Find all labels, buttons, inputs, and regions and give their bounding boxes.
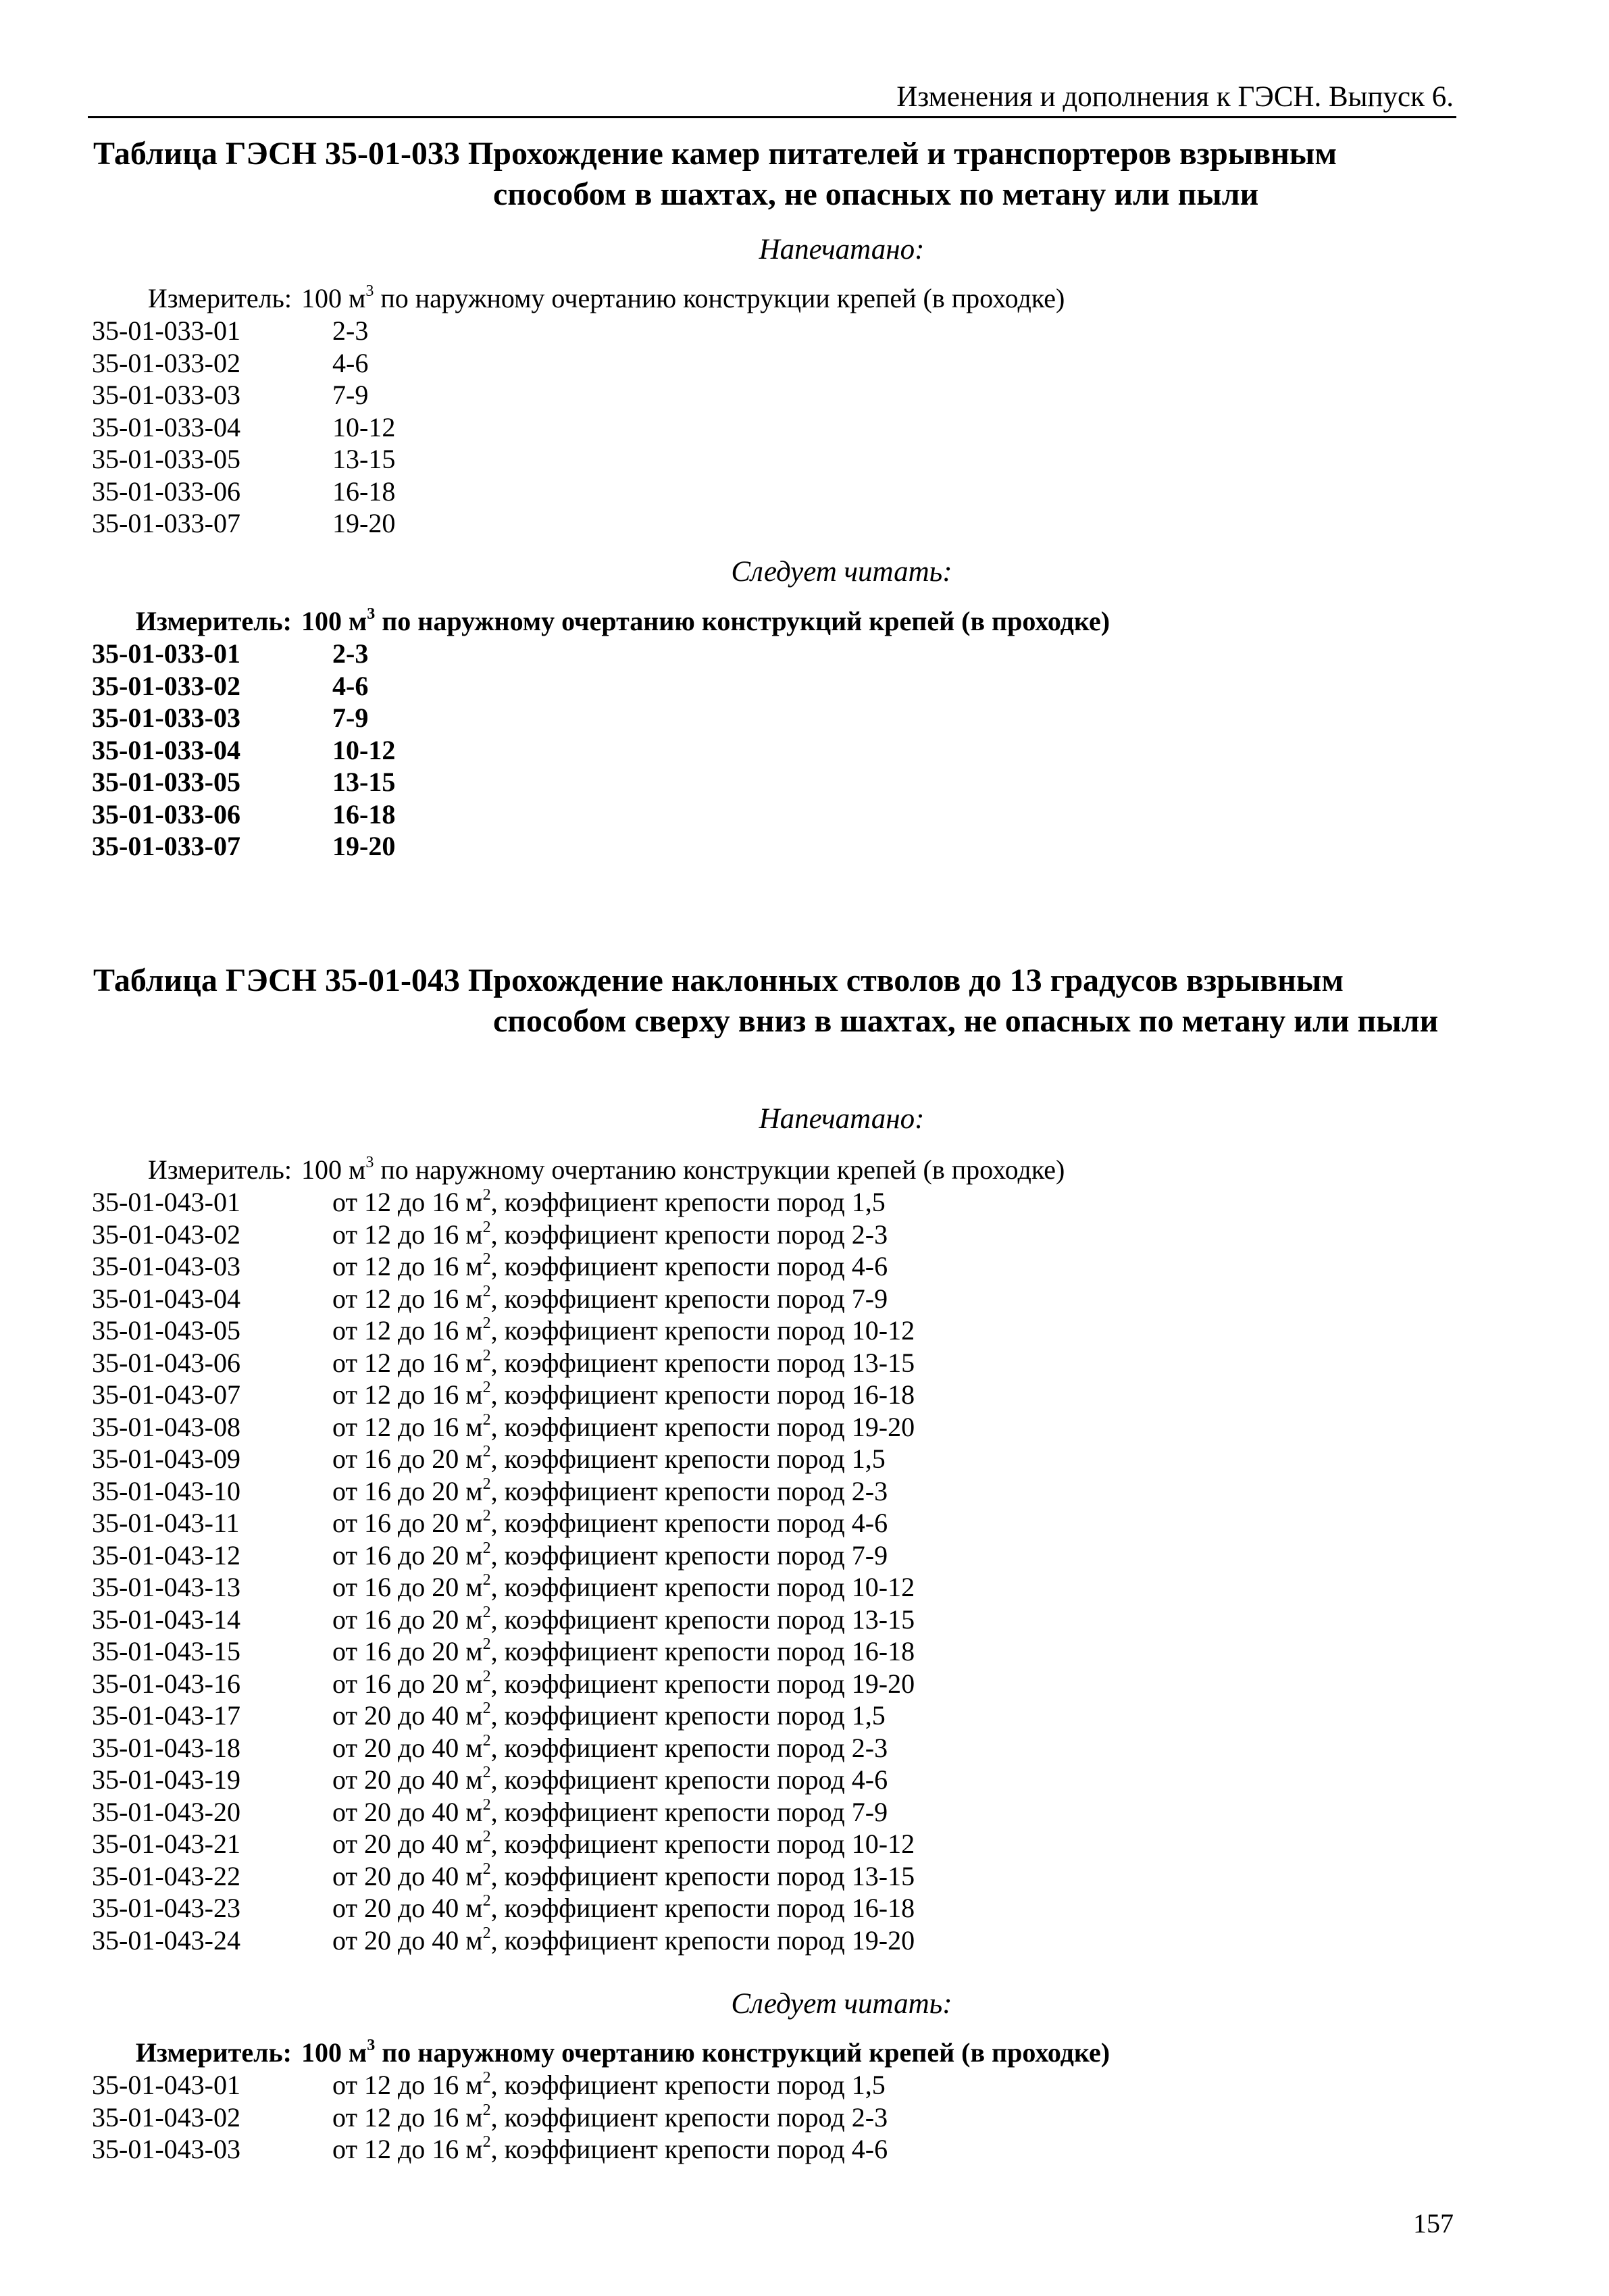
- table-033-title-line1: Таблица ГЭСН 35-01-033 Прохождение камер питателей и транспортеров взрывным: [93, 136, 1337, 172]
- row-description: от 16 до 20 $м^2$, коэффициент крепости пород 2-3: [332, 1475, 888, 1506]
- table-043-title-line2: способом сверху вниз в шахтах, не опасных по метану или пыли: [493, 1003, 1439, 1039]
- row-description: от 12 до 16 $м^2$, коэффициент крепости пород 1,5: [332, 1186, 886, 1217]
- row-code: 35-01-033-04: [92, 411, 240, 442]
- code-row: [92, 347, 1375, 380]
- row-description: от 20 до 40 $м^2$, коэффициент крепости пород 7-9: [332, 1795, 888, 1827]
- row-description: 16-18: [332, 476, 396, 507]
- code-row: [92, 2101, 1375, 2134]
- page-number: 157: [1413, 2208, 1454, 2239]
- row-code: 35-01-033-04: [92, 734, 240, 765]
- row-description: 13-15: [332, 767, 396, 797]
- table-033-printed-rows: [92, 315, 1375, 540]
- row-code: 35-01-043-19: [92, 1764, 240, 1795]
- code-row: [92, 1571, 1375, 1604]
- row-code: 35-01-033-01: [92, 638, 240, 669]
- row-code: 35-01-033-05: [92, 444, 240, 474]
- row-code: 35-01-033-02: [92, 670, 240, 701]
- meter-label: Измеритель:: [135, 2037, 292, 2068]
- code-row: [92, 1443, 1375, 1475]
- row-code: 35-01-043-05: [92, 1315, 240, 1346]
- header-rule: [88, 116, 1456, 118]
- row-code: 35-01-033-02: [92, 347, 240, 378]
- code-row: [92, 1700, 1375, 1732]
- meter-text: 100 $м^3$ по наружному очертанию конструкций крепей (в проходке): [301, 605, 1110, 636]
- table-033-title-line2: способом в шахтах, не опасных по метану или пыли: [493, 176, 1259, 212]
- code-row: [92, 2069, 1375, 2101]
- code-row: [92, 1379, 1375, 1411]
- row-description: от 12 до 16 $м^2$, коэффициент крепости пород 19-20: [332, 1410, 915, 1442]
- code-row: [92, 1796, 1375, 1829]
- code-row: [92, 1507, 1375, 1539]
- row-code: 35-01-033-06: [92, 476, 240, 507]
- table-043-read-label: Следует читать:: [731, 1988, 952, 2020]
- row-description: от 20 до 40 $м^2$, коэффициент крепости пород 4-6: [332, 1764, 888, 1795]
- code-row: [92, 734, 1375, 767]
- meter-row: [92, 605, 1375, 638]
- row-description: от 12 до 16 $м^2$, коэффициент крепости пород 4-6: [332, 1250, 888, 1281]
- row-description: от 12 до 16 $м^2$, коэффициент крепости пород 13-15: [332, 1346, 915, 1378]
- row-code: 35-01-033-07: [92, 508, 240, 538]
- table-033-title: [93, 134, 1464, 215]
- table-043-corrected-block: [92, 2037, 1375, 2166]
- row-description: 19-20: [332, 831, 396, 861]
- code-row: [92, 443, 1375, 476]
- row-description: 10-12: [332, 411, 396, 442]
- row-description: от 20 до 40 $м^2$, коэффициент крепости пород 13-15: [332, 1860, 915, 1891]
- code-row: [92, 1186, 1375, 1219]
- table-043-title: [93, 961, 1464, 1042]
- row-description: от 12 до 16 $м^2$, коэффициент крепости пород 2-3: [332, 2101, 888, 2133]
- row-description: 19-20: [332, 508, 396, 538]
- row-description: от 12 до 16 $м^2$, коэффициент крепости пород 16-18: [332, 1379, 915, 1410]
- row-description: от 12 до 16 $м^2$, коэффициент крепости пород 1,5: [332, 2069, 886, 2100]
- code-row: [92, 1539, 1375, 1572]
- row-code: 35-01-043-16: [92, 1668, 240, 1699]
- row-code: 35-01-043-17: [92, 1700, 240, 1731]
- code-row: [92, 1924, 1375, 1957]
- row-description: 7-9: [332, 380, 369, 410]
- code-row: [92, 1635, 1375, 1668]
- table-043-printed-label: Напечатано:: [759, 1103, 925, 1135]
- code-row: [92, 1668, 1375, 1700]
- row-description: от 20 до 40 $м^2$, коэффициент крепости пород 19-20: [332, 1924, 915, 1956]
- meter-row: [92, 2037, 1375, 2069]
- row-code: 35-01-043-12: [92, 1539, 240, 1571]
- table-043-printed-rows: [92, 1186, 1375, 1956]
- row-description: от 12 до 16 $м^2$, коэффициент крепости пород 2-3: [332, 1218, 888, 1250]
- row-code: 35-01-033-01: [92, 315, 240, 346]
- code-row: [92, 702, 1375, 734]
- code-row: [92, 1892, 1375, 1924]
- table-033-corrected-block: [92, 605, 1375, 863]
- row-code: 35-01-033-06: [92, 798, 240, 830]
- row-description: 4-6: [332, 347, 369, 378]
- code-row: [92, 1604, 1375, 1636]
- code-row: [92, 411, 1375, 444]
- row-description: от 16 до 20 $м^2$, коэффициент крепости пород 13-15: [332, 1603, 915, 1635]
- table-033-printed-block: [92, 282, 1375, 540]
- row-code: 35-01-043-07: [92, 1379, 240, 1410]
- row-description: от 20 до 40 $м^2$, коэффициент крепости пород 2-3: [332, 1731, 888, 1763]
- code-row: [92, 2133, 1375, 2166]
- code-row: [92, 476, 1375, 508]
- row-code: 35-01-043-01: [92, 2070, 240, 2100]
- code-row: [92, 1347, 1375, 1379]
- row-code: 35-01-043-09: [92, 1444, 240, 1474]
- code-row: [92, 798, 1375, 831]
- code-row: [92, 830, 1375, 863]
- code-row: [92, 1732, 1375, 1764]
- row-code: 35-01-043-21: [92, 1829, 240, 1859]
- table-043-printed-block: [92, 1154, 1375, 1956]
- row-code: 35-01-043-23: [92, 1893, 240, 1923]
- row-code: 35-01-043-11: [92, 1508, 240, 1538]
- row-description: 2-3: [332, 638, 369, 669]
- meter-label: Измеритель:: [147, 1154, 292, 1185]
- code-row: [92, 315, 1375, 347]
- row-code: 35-01-033-05: [92, 767, 240, 797]
- row-code: 35-01-043-20: [92, 1796, 240, 1827]
- row-description: от 12 до 16 $м^2$, коэффициент крепости пород 7-9: [332, 1282, 888, 1314]
- row-description: от 20 до 40 $м^2$, коэффициент крепости пород 1,5: [332, 1700, 886, 1731]
- code-row: [92, 507, 1375, 540]
- code-row: [92, 1250, 1375, 1283]
- row-description: от 20 до 40 $м^2$, коэффициент крепости пород 10-12: [332, 1828, 915, 1859]
- meter-text: 100 $м^3$ по наружному очертанию конструкции крепей (в проходке): [301, 282, 1065, 313]
- row-description: от 16 до 20 $м^2$, коэффициент крепости пород 19-20: [332, 1667, 915, 1699]
- code-row: [92, 1475, 1375, 1508]
- meter-row: [92, 1154, 1375, 1186]
- row-code: 35-01-043-14: [92, 1604, 240, 1635]
- meter-label: Измеритель:: [147, 283, 292, 313]
- row-code: 35-01-043-01: [92, 1187, 240, 1217]
- row-description: 4-6: [332, 670, 369, 701]
- running-header: Изменения и дополнения к ГЭСН. Выпуск 6.: [896, 81, 1454, 113]
- table-033-corrected-rows: [92, 638, 1375, 863]
- row-code: 35-01-043-03: [92, 2134, 240, 2164]
- table-033-read-label: Следует читать:: [731, 556, 952, 588]
- row-description: от 20 до 40 $м^2$, коэффициент крепости пород 16-18: [332, 1892, 915, 1923]
- code-row: [92, 379, 1375, 411]
- meter-row: [92, 282, 1375, 315]
- row-code: 35-01-043-02: [92, 1219, 240, 1250]
- row-description: от 16 до 20 $м^2$, коэффициент крепости пород 7-9: [332, 1539, 888, 1571]
- row-code: 35-01-043-02: [92, 2101, 240, 2133]
- code-row: [92, 1764, 1375, 1796]
- row-code: 35-01-043-06: [92, 1347, 240, 1378]
- code-row: [92, 1283, 1375, 1315]
- row-description: от 16 до 20 $м^2$, коэффициент крепости пород 4-6: [332, 1507, 888, 1538]
- row-code: 35-01-033-03: [92, 703, 240, 733]
- row-code: 35-01-043-03: [92, 1251, 240, 1281]
- row-description: от 12 до 16 $м^2$, коэффициент крепости пород 10-12: [332, 1315, 915, 1346]
- code-row: [92, 638, 1375, 670]
- row-code: 35-01-043-08: [92, 1411, 240, 1442]
- code-row: [92, 670, 1375, 703]
- code-row: [92, 1860, 1375, 1893]
- row-code: 35-01-043-15: [92, 1636, 240, 1666]
- code-row: [92, 1411, 1375, 1444]
- row-description: 13-15: [332, 444, 396, 474]
- row-code: 35-01-043-24: [92, 1924, 240, 1956]
- row-code: 35-01-043-10: [92, 1475, 240, 1506]
- row-description: от 12 до 16 $м^2$, коэффициент крепости пород 4-6: [332, 2133, 888, 2164]
- table-043-title-line1: Таблица ГЭСН 35-01-043 Прохождение наклонных стволов до 13 градусов взрывным: [93, 963, 1344, 998]
- row-code: 35-01-033-07: [92, 831, 240, 861]
- row-description: 16-18: [332, 798, 396, 830]
- row-code: 35-01-043-04: [92, 1283, 240, 1314]
- meter-text: 100 $м^3$ по наружному очертанию конструкции крепей (в проходке): [301, 1154, 1065, 1185]
- code-row: [92, 1219, 1375, 1251]
- row-description: 7-9: [332, 703, 369, 733]
- row-description: 2-3: [332, 315, 369, 346]
- meter-label: Измеритель:: [135, 606, 292, 636]
- table-043-corrected-rows: [92, 2069, 1375, 2166]
- code-row: [92, 766, 1375, 798]
- row-description: 10-12: [332, 734, 396, 765]
- row-description: от 16 до 20 $м^2$, коэффициент крепости пород 16-18: [332, 1635, 915, 1666]
- table-033-printed-label: Напечатано:: [759, 234, 925, 265]
- code-row: [92, 1828, 1375, 1860]
- row-description: от 16 до 20 $м^2$, коэффициент крепости пород 10-12: [332, 1571, 915, 1602]
- code-row: [92, 1315, 1375, 1347]
- row-description: от 16 до 20 $м^2$, коэффициент крепости пород 1,5: [332, 1443, 886, 1474]
- row-code: 35-01-043-18: [92, 1732, 240, 1763]
- row-code: 35-01-043-22: [92, 1860, 240, 1891]
- row-code: 35-01-043-13: [92, 1572, 240, 1602]
- meter-text: 100 $м^3$ по наружному очертанию конструкций крепей (в проходке): [301, 2037, 1110, 2068]
- row-code: 35-01-033-03: [92, 380, 240, 410]
